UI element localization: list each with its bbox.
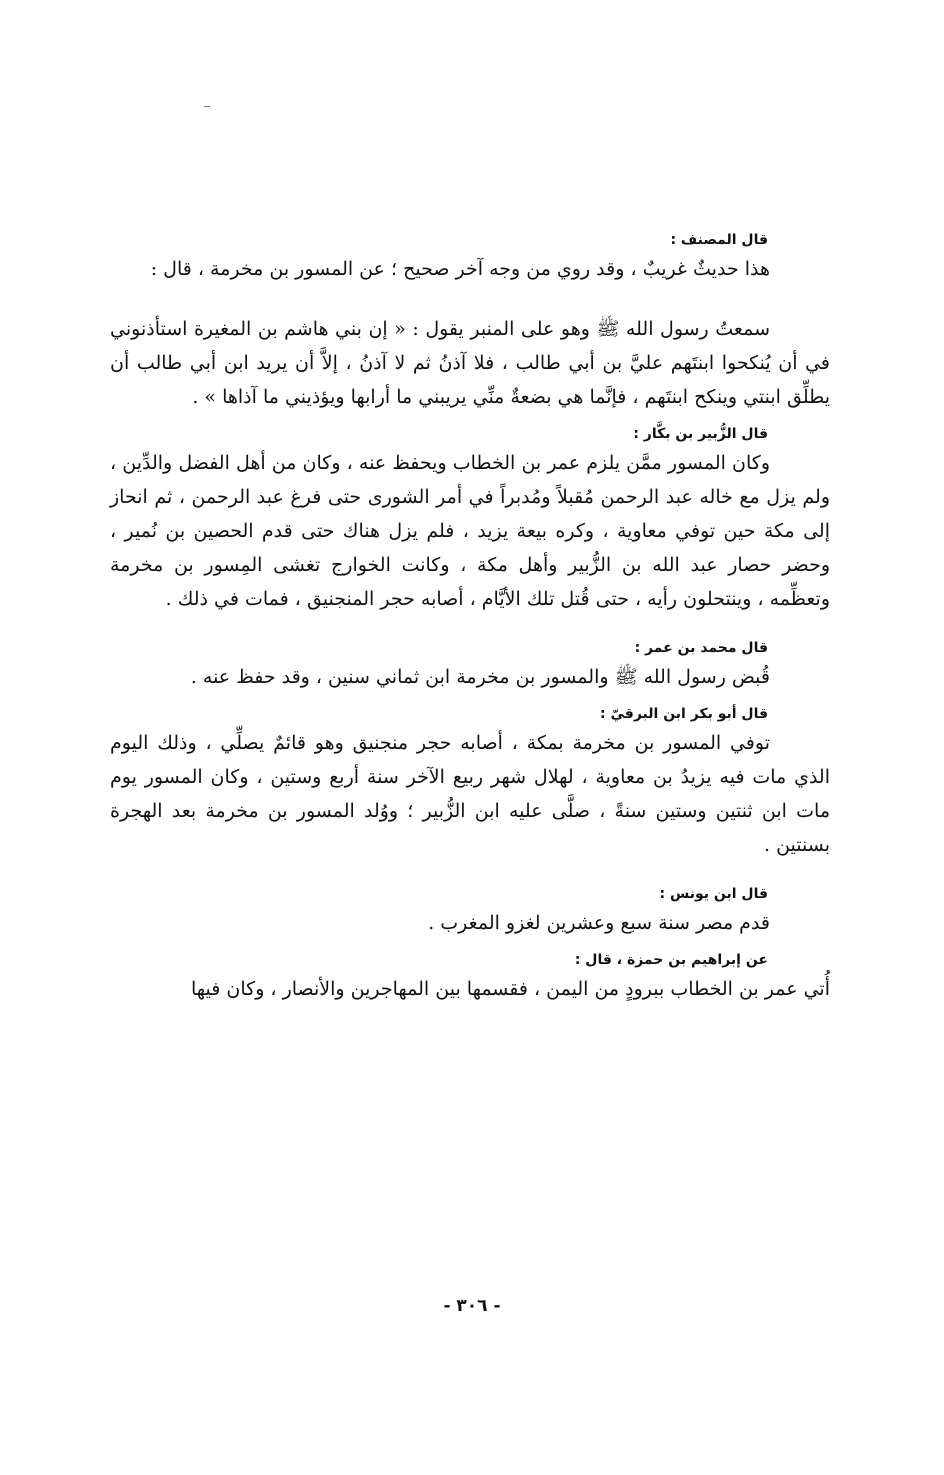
paragraph-ibn-yunus: قدم مصر سنة سبع وعشرين لغزو المغرب .: [428, 912, 770, 934]
paragraph-ibrahim: أُتي عمر بن الخطاب ببرودٍ من اليمن ، فقسمها بين المهاجرين والأنصار ، وكان فيها: [191, 978, 830, 1000]
paragraph-author-note: هذا حديثٌ غريبٌ ، وقد روي من وجه آخر صحيح ؛ عن المسور بن مخرمة ، قال :: [150, 258, 770, 280]
paragraph-zubayr: وكان المسور ممَّن يلزم عمر بن الخطاب ويحفظ عنه ، وكان من أهل الفضل والدِّين ، ولم يزل مع خاله عبد الرحمن مُقبلاً ومُدبراً في أمر الشورى حتى فرغ عبد الرحمن ، ثم انحاز إلى مكة حين توفي معاوية ، وكره بيعة يزيد ، فلم يزل هناك حتى قدم الحصين بن نُمير ، وحضر حصار عبد الله بن الزُّبير وأهل مكة ، وكانت الخوارج تغشى المِسور بن مخرمة وتعظِّمه ، وينتحلون رأيه ، حتى قُتل تلك الأيَّام ، أصابه حجر المنجنيق ، فمات في ذلك .: [110, 452, 830, 610]
section-heading-ibrahim: عن إبراهيم بن حمزة ، قال :: [574, 952, 768, 968]
section-heading-zubayr: قال الزُّبير بن بكَّار :: [633, 426, 768, 442]
section-heading-author: قال المصنف :: [670, 232, 768, 248]
paragraph-hadith: سمعتُ رسول الله ﷺ وهو على المنبر يقول : « إن بني هاشم بن المغيرة استأذنوني في أن يُنكحوا ابنتَهم عليَّ بن أبي طالب ، فلا آذنُ ثم لا آذنُ ، إلاَّ أن يريد ابن أبي طالب أن يطلِّق ابنتي وينكح ابنتَهم ، فإنَّما هي بضعةٌ منِّي يريبني ما أرابها ويؤذيني ما آذاها » .: [110, 318, 830, 408]
paragraph-muhammad: قُبض رسول الله ﷺ والمسور بن مخرمة ابن ثماني سنين ، وقد حفظ عنه .: [190, 666, 770, 688]
paragraph-barqi: توفي المسور بن مخرمة بمكة ، أصابه حجر منجنيق وهو قائمٌ يصلِّي ، وذلك اليوم الذي مات فيه يزيدُ بن معاوية ، لهلال شهر ربيع الآخر سنة أربع وستين ، وكان المسور يوم مات ابن ثنتين وستين سنةً ، صلَّى عليه ابن الزُّبير ؛ ووُلد المسور بن مخرمة بعد الهجرة بسنتين .: [110, 732, 830, 856]
section-heading-ibn-yunus: قال ابن يونس :: [659, 886, 768, 902]
page-body: [110, 228, 830, 1006]
scan-speck: [204, 106, 210, 107]
section-heading-muhammad: قال محمد بن عمر :: [634, 640, 768, 656]
page-number: - ٣٠٦ -: [443, 1296, 501, 1316]
section-heading-barqi: قال أبو بكر ابن البرقيّ :: [600, 706, 768, 722]
